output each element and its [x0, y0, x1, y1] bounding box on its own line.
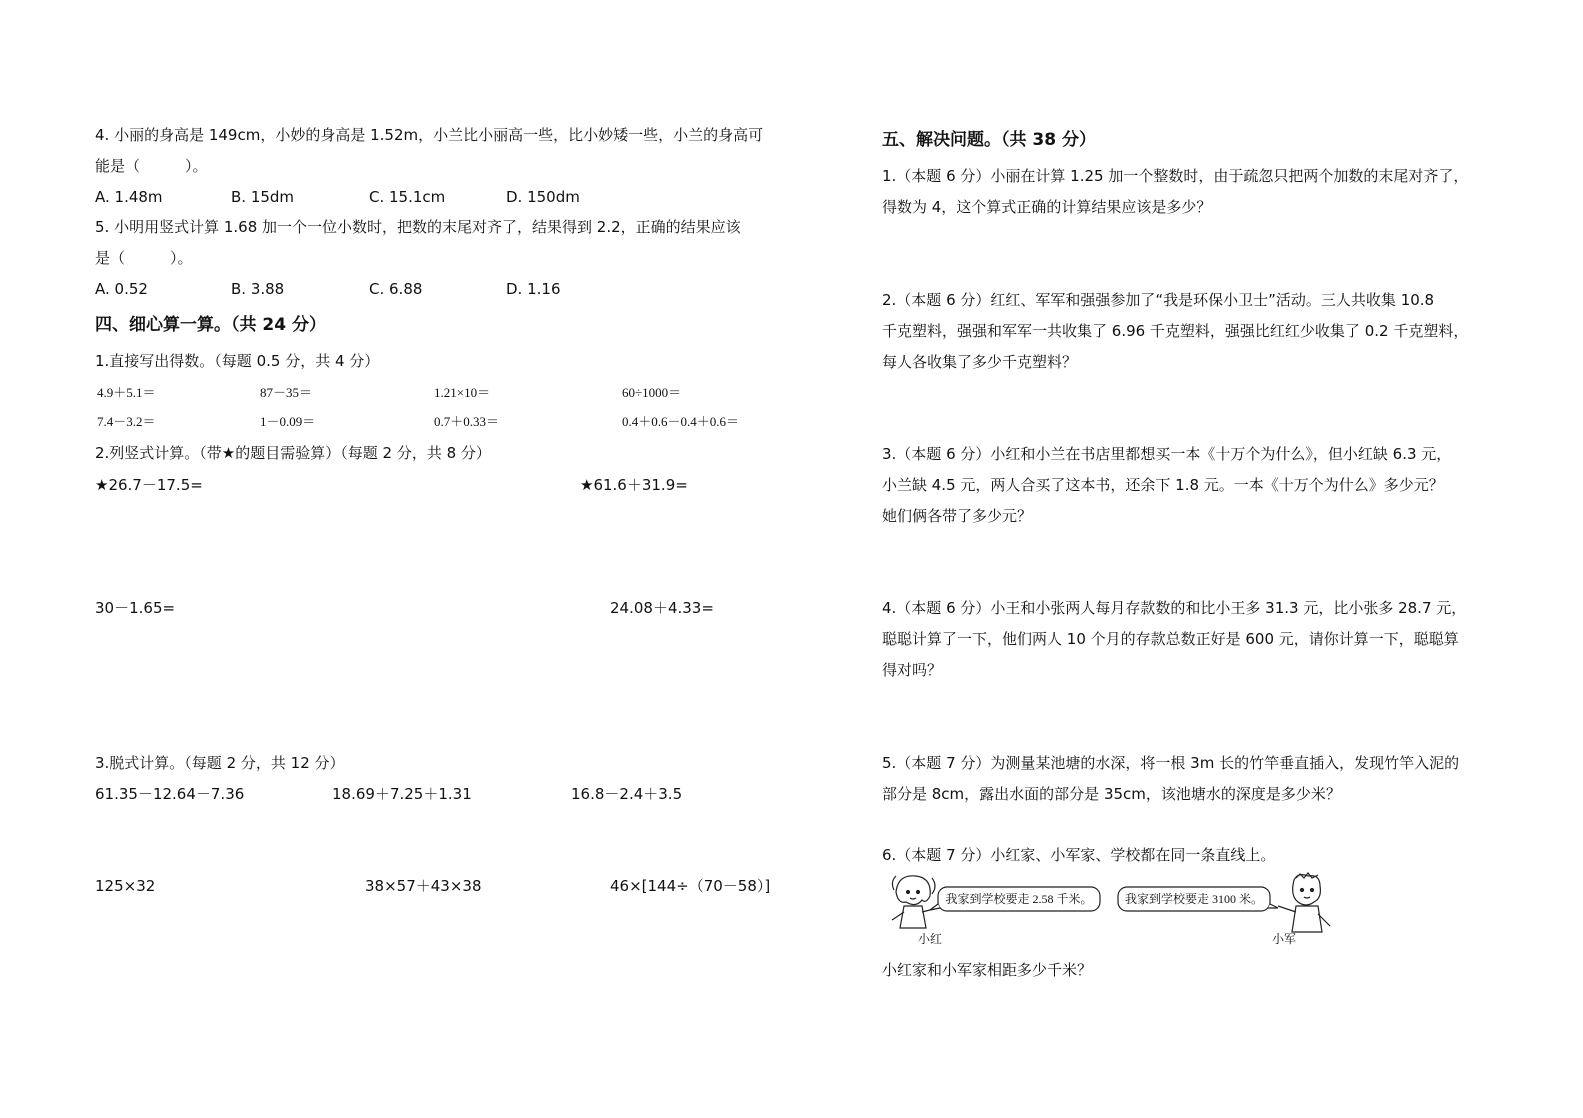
s5-p5-line: 部分是 8cm，露出水面的部分是 35cm，该池塘水的深度是多少米？	[882, 785, 1341, 803]
step-calc-item: 125×32	[95, 877, 156, 895]
s5-p4-line: 聪聪计算了一下，他们两人 10 个月的存款总数正好是 600 元，请你计算一下，聪聪算	[882, 630, 1459, 648]
q5-option-a: A. 0.52	[95, 280, 148, 298]
mental-calc-item: 1.21×10＝	[434, 385, 491, 400]
vertical-calc-item: ★61.6＋31.9=	[580, 476, 688, 494]
s4-p2-title: 2.列竖式计算。（带★的题目需验算）（每题 2 分，共 8 分）	[95, 444, 491, 462]
boy-figure-icon	[1278, 873, 1330, 932]
s5-p2-line: 2.（本题 6 分）红红、军军和强强参加了“我是环保小卫士”活动。三人共收集 10.8	[882, 291, 1435, 309]
s5-p2-line: 每人各收集了多少千克塑料？	[882, 353, 1078, 371]
q4-option-d: D. 150dm	[506, 188, 580, 206]
step-calc-item: 18.69＋7.25＋1.31	[332, 785, 472, 803]
q4-option-b: B. 15dm	[231, 188, 295, 206]
name-label-left: 小红	[917, 932, 943, 946]
s4-p3-title: 3.脱式计算。（每题 2 分，共 12 分）	[95, 754, 345, 772]
vertical-calc-item: ★26.7－17.5=	[95, 476, 203, 494]
s5-p3-line: 小兰缺 4.5 元，两人合买了这本书，还余下 1.8 元。一本《十万个为什么》多少元？	[882, 476, 1444, 494]
s5-p1-line: 得数为 4，这个算式正确的计算结果应该是多少？	[882, 198, 1212, 216]
s5-p3-line: 3.（本题 6 分）小红和小兰在书店里都想买一本《十万个为什么》，但小红缺 6.3 元，	[882, 445, 1452, 463]
q5-line2: 是（ ）。	[95, 249, 193, 267]
q5-option-d: D. 1.16	[506, 280, 561, 298]
name-label-right: 小军	[1271, 932, 1297, 946]
section5-title: 五、解决问题。（共 38 分）	[882, 130, 1096, 150]
s4-p1-title: 1.直接写出得数。（每题 0.5 分，共 4 分）	[95, 352, 380, 370]
s5-p3-line: 她们俩各带了多少元？	[882, 507, 1033, 525]
s5-p6-question: 小红家和小军家相距多少千米？	[882, 961, 1093, 979]
mental-calc-item: 1－0.09＝	[260, 414, 316, 429]
mental-calc-item: 7.4－3.2＝	[97, 414, 156, 429]
q5-option-c: C. 6.88	[369, 280, 423, 298]
step-calc-item: 16.8－2.4＋3.5	[571, 785, 683, 803]
s5-p5-line: 5.（本题 7 分）为测量某池塘的水深，将一根 3m 长的竹竿垂直插入，发现竹竿入泥的	[882, 754, 1460, 772]
q4-line2: 能是（ ）。	[95, 157, 208, 175]
s5-p4-line: 4.（本题 6 分）小王和小张两人每月存款数的和比小王多 31.3 元，比小张多 28.7 元，	[882, 599, 1467, 617]
mental-calc-item: 87－35＝	[260, 385, 313, 400]
q5-option-b: B. 3.88	[231, 280, 285, 298]
section4-title: 四、细心算一算。（共 24 分）	[95, 315, 326, 335]
mental-calc-item: 60÷1000＝	[622, 385, 682, 400]
q4-line1: 4. 小丽的身高是 149cm，小妙的身高是 1.52m，小兰比小丽高一些，比小妙矮一些，小兰的身高可	[95, 126, 764, 144]
mental-calc-item: 0.4＋0.6－0.4＋0.6＝	[622, 414, 740, 429]
step-calc-item: 61.35－12.64－7.36	[95, 785, 245, 803]
vertical-calc-item: 30－1.65=	[95, 599, 176, 617]
bubble-left-text: 我家到学校要走 2.58 千米。	[945, 892, 1093, 906]
mental-calc-item: 4.9＋5.1＝	[97, 385, 156, 400]
dialogue-illustration	[886, 870, 1336, 950]
q5-line1: 5. 小明用竖式计算 1.68 加一个一位小数时，把数的末尾对齐了，结果得到 2.2，正确的结果应该	[95, 218, 741, 236]
bubble-right-text: 我家到学校要走 3100 米。	[1124, 892, 1264, 906]
mental-calc-item: 0.7＋0.33＝	[434, 414, 500, 429]
s5-p6-line: 6.（本题 7 分）小红家、小军家、学校都在同一条直线上。	[882, 846, 1276, 864]
s5-p4-line: 得对吗？	[882, 661, 943, 679]
girl-figure-icon	[892, 876, 938, 928]
step-calc-item: 38×57＋43×38	[365, 877, 482, 895]
q4-option-c: C. 15.1cm	[369, 188, 446, 206]
step-calc-item: 46×[144÷（70－58）]	[610, 877, 771, 895]
q4-option-a: A. 1.48m	[95, 188, 163, 206]
s5-p1-line: 1.（本题 6 分）小丽在计算 1.25 加一个整数时，由于疏忽只把两个加数的末尾对齐了，	[882, 167, 1469, 185]
illustration-svg	[886, 870, 1336, 950]
s5-p2-line: 千克塑料，强强和军军一共收集了 6.96 千克塑料，强强比红红少收集了 0.2 千克塑料，	[882, 322, 1469, 340]
vertical-calc-item: 24.08＋4.33=	[610, 599, 714, 617]
